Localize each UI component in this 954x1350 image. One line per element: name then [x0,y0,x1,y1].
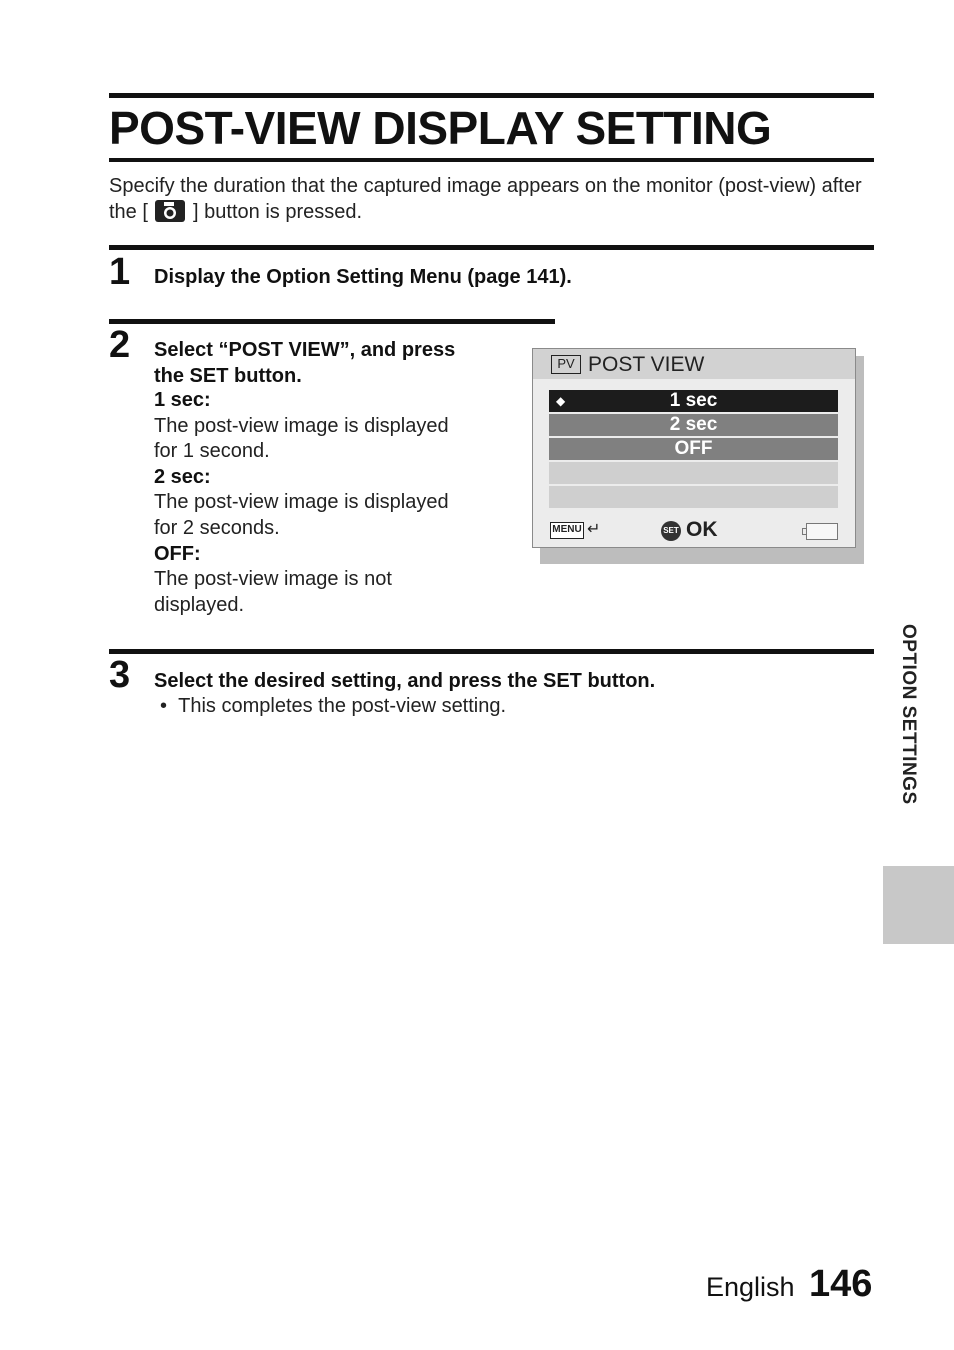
step-1-number: 1 [109,251,131,293]
step-2-rule [109,319,555,324]
option-term: OFF: [154,542,201,565]
step-3-rule [109,649,874,654]
step-3-title: Select the desired setting, and press the SET button. [154,670,656,692]
title-rule-bottom [109,158,874,162]
bullet-dot: • [160,695,179,717]
section-side-label: OPTION SETTINGS [898,624,919,805]
option-desc: The post-view image is displayed [154,414,449,437]
intro-text-2: ] button is pressed. [193,201,363,223]
post-view-badge-icon: PV [551,355,581,374]
camera-screen [532,348,856,548]
screen-option-off: OFF [549,438,838,460]
intro-text-1: Specify the duration that the captured image appears on the monitor (post-view) after the [ [109,175,862,223]
screen-option-empty [549,486,838,508]
option-desc: for 2 seconds. [154,516,280,539]
step-3-bullet: • This completes the post-view setting. [160,695,507,717]
title-rule-top [109,93,874,98]
step-1-title: Display the Option Setting Menu (page 141). [154,266,572,288]
set-icon: SET [661,521,681,541]
battery-icon [806,523,838,540]
option-desc: The post-view image is not [154,568,392,591]
screen-title: POST VIEW [588,353,705,376]
screen-option-empty [549,462,838,484]
screen-option-1-sec: ◆ 1 sec [549,390,838,412]
section-side-tab [883,866,954,944]
screen-option-2-sec: 2 sec [549,414,838,436]
step-1-rule [109,245,874,250]
option-desc: for 1 second. [154,440,270,463]
option-term: 2 sec: [154,465,211,488]
option-desc: displayed. [154,593,245,616]
step-2-title-line2: the SET button. [154,365,302,387]
step-2-number: 2 [109,324,131,366]
selection-diamond-icon: ◆ [556,394,566,408]
menu-icon: MENU [550,522,584,539]
camera-icon [155,200,185,222]
step-3-number: 3 [109,654,131,696]
option-term: 1 sec: [154,389,211,411]
step-2-title-line1: Select “POST VIEW”, and press [154,339,456,361]
intro-paragraph [109,173,874,225]
footer-language: English [706,1272,795,1302]
ok-label: OK [686,518,718,541]
page-number: 146 [809,1263,873,1305]
step-2-options [154,388,514,618]
return-icon: ↵ [587,521,601,538]
page-title: POST-VIEW DISPLAY SETTING [109,102,772,154]
option-desc: The post-view image is displayed [154,491,449,514]
